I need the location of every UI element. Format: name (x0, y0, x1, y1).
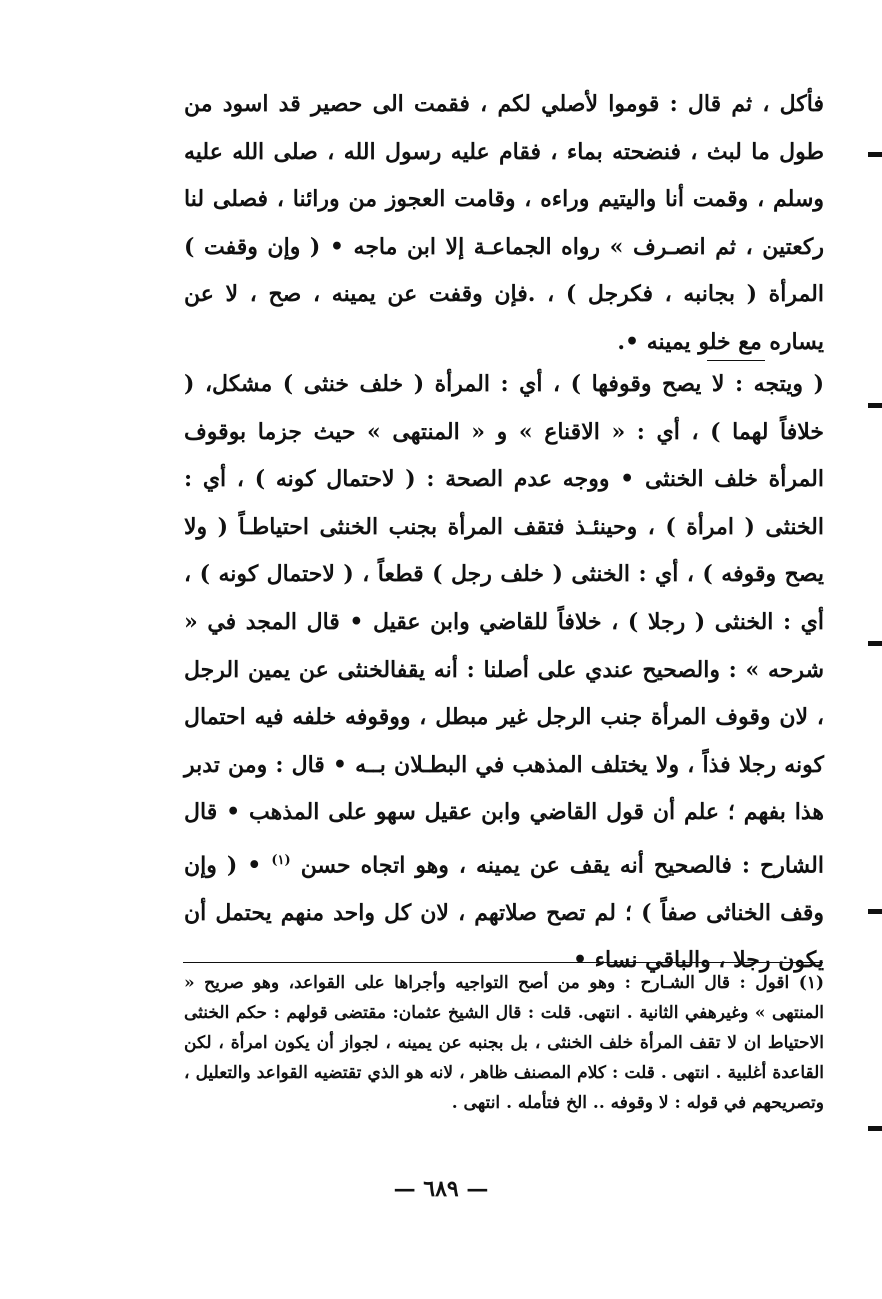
paragraph-1: فأكل ، ثم قال : قوموا لأصلي لكم ، فقمت الى حصير قد اسود من طول ما لبث ، فنضحته بماء ، فقام عليه رسول الله ، صلى الله عليه وسلم ، وقمت أنا واليتيم وراءه ، وقامت العجوز من ورائنا ، فصلى لنا ركعتين ، ثم انصـرف » رواه الجماعـة إلا ابن ماجه • ( وإن وقفت ) المرأة ( بجانبه ، فكرجل ) ، .فإن وقفت عن يمينه ، صح ، لا عن يساره مع خلو يمينه •. (184, 91, 824, 355)
footnote-1: (١) اقول : قال الشـارح : وهو من أصح التواجيه وأجراها على القواعد، وهو صريح « المنتهى » وغيرهفي الثانية . انتهى. قلت : قال الشيخ عثمان: مقتضى قولهم : حكم الخنثى الاحتياط ان لا تقف المرأة خلف الخنثى ، بل بجنبه عن يمينه ، لجواز أن يكون امرأة ، لكن القاعدة أغلبية . انتهى . قلت : كلام المصنف ظاهر ، لانه هو الذي تقتضيه القواعد والتعليل ، وتصريحهم في قوله : لا وقوفه .. الخ فتأمله . انتهى . (184, 973, 824, 1113)
margin-mark (868, 1126, 882, 1131)
page-number: — ٦٨٩ — (393, 1176, 489, 1202)
paragraph-2-main: ( ويتجه : لا يصح وقوفها ) ، أي : المرأة ( خلف خنثى ) مشكل، ( خلافاً لهما ) ، أي : « الاقناع » و « المنتهى » حيث جزما بوقوف المرأة خلف الخنثى • ووجه عدم الصحة : ( لاحتمال كونه ) ، أي : الخنثى ( امرأة ) ، وحينئـذ فتقف المرأة بجنب الخنثى احتياطـاً ( ولا يصح وقوفه ) ، أي : الخنثى ( خلف رجل ) قطعاً ، ( لاحتمال كونه ) ، أي : الخنثى ( رجلا ) ، خلافاً للقاضي وابن عقيل • قال المجد في « شرحه » : والصحيح عندي على أصلنا : أنه يقفالخنثى عن يمين الرجل ، لان وقوف المرأة جنب الرجل غير مبطل ، ووقوفه خلفه فيه احتمال كونه رجلا فذاً ، ولا يختلف المذهب في البطـلان بــه • قال : ومن تدبر هذا بفهم ؛ علم أن قول القاضي وابن عقيل سهو على المذهب • قال الشارح : فالصحيح أنه يقف عن يمينه ، وهو اتجاه حسن (184, 371, 825, 879)
footnote-reference: (١) (271, 852, 291, 868)
paragraph-2-end: • ( وإن وقف الخناثى صفاً ) ؛ لم تصح صلاتهم ، لان كل واحد منهم يحتمل أن يكون رجلا ، والباقي نساء • (184, 852, 824, 974)
paragraph-2 (184, 361, 824, 985)
margin-mark (868, 641, 882, 646)
margin-mark (868, 403, 882, 408)
margin-mark (868, 152, 882, 157)
footnote-divider (183, 962, 823, 963)
margin-mark (868, 909, 882, 914)
